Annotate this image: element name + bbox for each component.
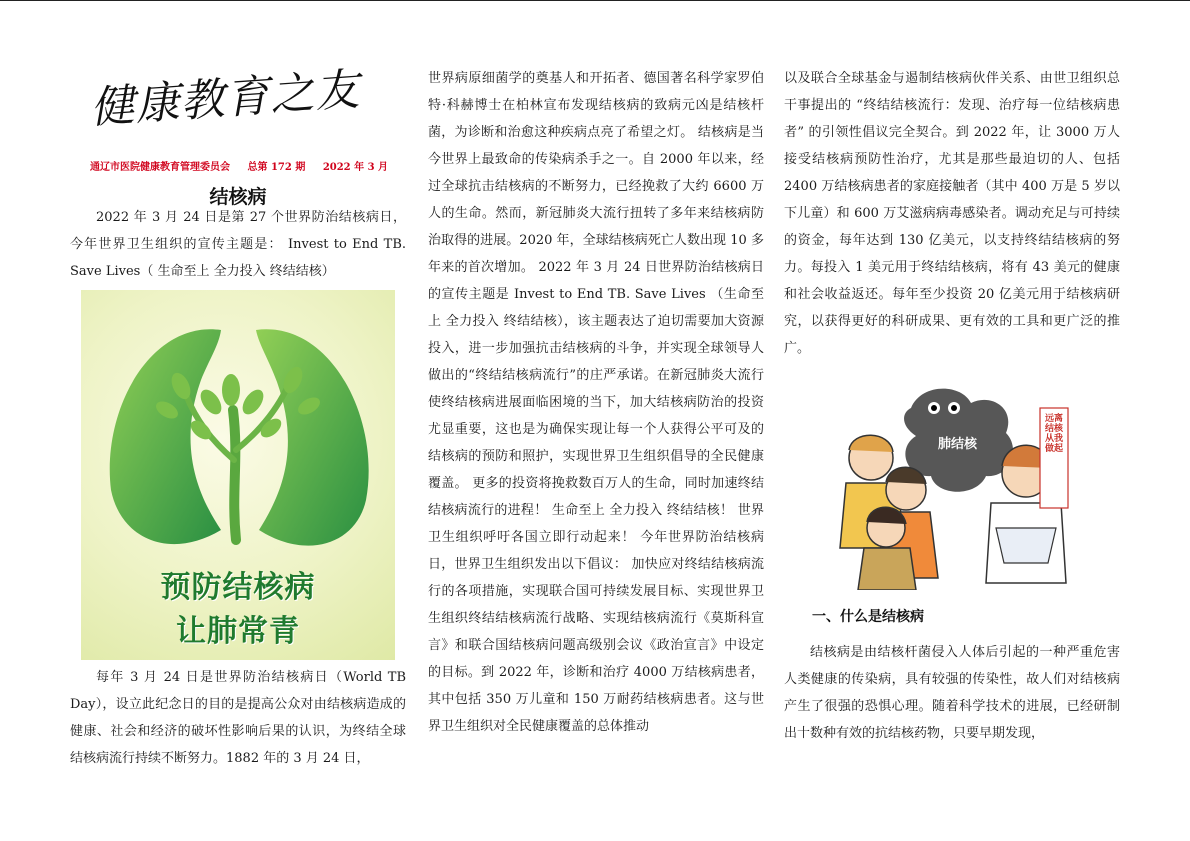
column-1-intro bbox=[70, 204, 406, 285]
section-heading-what-is-tb: 一、什么是结核病 bbox=[812, 609, 924, 625]
column-2-text: 世界病原细菌学的奠基人和开拓者、德国著名科学家罗伯特·科赫博士在柏林宣布发现结核病的致病元凶是结核杆菌，为诊断和治愈这种疾病点亮了希望之灯。 结核病是当今世界上最致命的传染病杀手之一。自 2000 年以来，经过全球抗击结核病的不断努力，已经挽救了大约 6600 万人的生命。然而，新冠肺炎大流行扭转了多年来结核病防治取得的进展。2020 年，全球结核病死亡人数出现 10 多年来的首次增加。 2022 年 3 月 24 日世界防治结核病日的宣传主题是 Invest to End TB. Save Lives （生命至上 全力投入 终结结核），该主题表达了迫切需要加大资源投入，进一步加强抗击结核病的斗争，并实现全球领导人做出的“终结结核病流行”的庄严承诺。在新冠肺炎大流行使终结核病进展面临困境的当下，加大结核病防治的投资尤显重要，这也是为确保实现让每一个人获得公平可及的结核病的预防和照护，实现世界卫生组织倡导的全民健康覆盖。 更多的投资将挽救数百万人的生命，同时加速终结结核病流行的进程！ 生命至上 全力投入 终结结核！ 世界卫生组织呼吁各国立即行动起来！ 今年世界防治结核病日，世界卫生组织发出以下倡议： 加快应对终结结核病流行的各项措施，实现联合国可持续发展目标、实现世界卫生组织终结结核病流行战略、实现结核病流行《莫斯科宣言》和联合国结核病问题高级别会议《政治宣言》中设定的目标。到 2022 年，诊断和治疗 4000 万结核病患者，其中包括 350 万儿童和 150 万耐药结核病患者。这与世界卫生组织对全民健康覆盖的总体推动 bbox=[428, 71, 764, 734]
banner-label: 远离结核 从我做起 bbox=[1045, 414, 1064, 454]
column-3-text: 以及联合全球基金与遏制结核病伙伴关系、由世卫组织总干事提出的 “终结结核流行：发现、治疗每一位结核病患者” 的引领性倡议完全契合。到 2022 年，让 3000 万人接受结核病预防性治疗，尤其是那些最迫切的人、包括 2400 万结核病患者的家庭接触者（其中 400 万是 5 岁以下儿童）和 600 万艾滋病病毒感染者。调动充足与可持续的资金，每年达到 130 亿美元，以支持终结结核病的努力。每投入 1 美元用于终结结核病，将有 43 美元的健康和社会收益返还。每年至少投资 20 亿美元用于结核病研究，以获得更好的科研成果、更有效的工具和更广泛的推广。 bbox=[784, 71, 1120, 356]
poster-slogan-line1: 预防结核病 bbox=[160, 570, 316, 605]
top-rule bbox=[0, 0, 1190, 1]
column-3 bbox=[784, 65, 1120, 362]
article-title: 结核病 bbox=[209, 186, 267, 208]
issue-date: 2022 年 3 月 bbox=[322, 162, 389, 173]
publisher-name: 通辽市医院健康教育管理委员会 bbox=[90, 162, 230, 173]
cloud-label: 肺结核 bbox=[938, 437, 978, 452]
what-is-tb-paragraph: 结核病是由结核杆菌侵入人体后引起的一种严重危害人类健康的传染病，具有较强的传染性，故人们对结核病产生了很强的恐惧心理。随着科学技术的进展，已经研制出十数种有效的抗结核药物，只要早期发现， bbox=[784, 645, 1120, 741]
column-1-continued bbox=[70, 664, 406, 772]
column-2 bbox=[428, 65, 764, 740]
prevention-poster-image bbox=[81, 290, 395, 660]
column-3-continued bbox=[784, 639, 1120, 747]
issue-meta bbox=[90, 158, 410, 173]
tb-cartoon-illustration bbox=[826, 378, 1076, 590]
poster-slogan-line2: 让肺常青 bbox=[176, 614, 300, 649]
masthead-title: 健康教育之友 bbox=[88, 64, 362, 134]
intro-paragraph: 2022 年 3 月 24 日是第 27 个世界防治结核病日，今年世界卫生组织的宣传主题是： Invest to End TB. Save Lives（ 生命至上 全力投入 终结结核） bbox=[70, 210, 406, 279]
issue-number: 总第 172 期 bbox=[247, 162, 306, 173]
right-lung-shape bbox=[256, 329, 369, 545]
tb-day-paragraph: 每年 3 月 24 日是世界防治结核病日（World TB Day），设立此纪念日的目的是提高公众对由结核病造成的健康、社会和经济的破坏性影响后果的认识，为终结全球结核病流行持续不断努力。1882 年的 3 月 24 日， bbox=[70, 670, 406, 766]
